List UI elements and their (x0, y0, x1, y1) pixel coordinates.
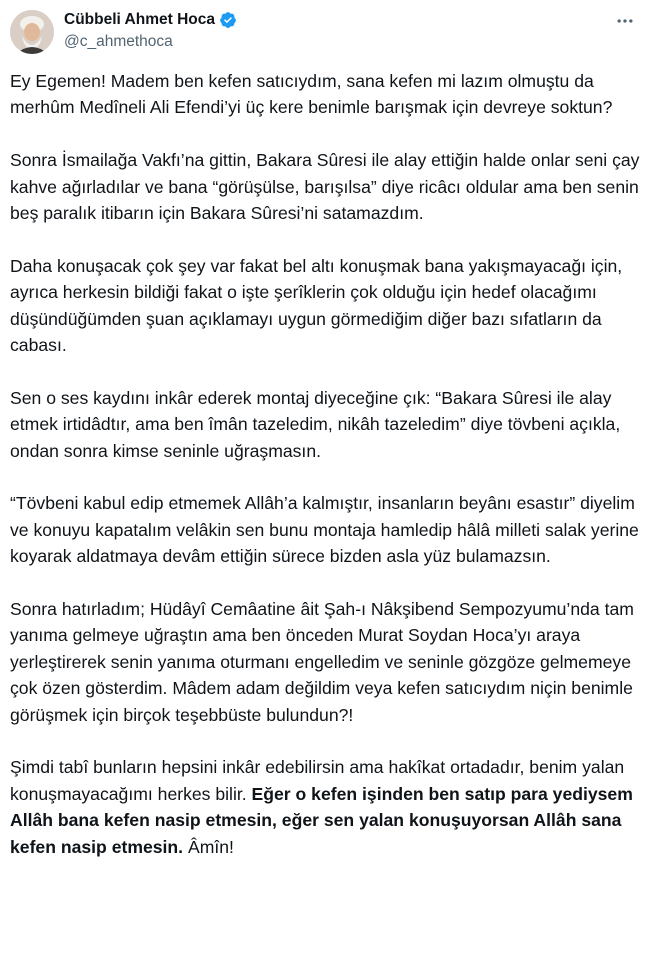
tweet-paragraph-5: “Tövbeni kabul edip etmemek Allâh’a kalmıştır, insanların beyânı esastır” diyelim ve konuyu kapatalım velâkin sen bunu montaja hamledip hâlâ milleti salak yerine koyarak aldatmaya devâm ettiğin sürece bizden asla yüz bulamazsın. (10, 493, 639, 567)
tweet-text (10, 68, 642, 860)
author-avatar[interactable] (10, 10, 54, 54)
more-options-icon (615, 11, 635, 31)
tweet-paragraph-2: Sonra İsmailağa Vakfı’na gittin, Bakara Sûresi ile alay ettiğin halde onlar seni çay kahve ağırladılar ve bana “görüşülse, barışılsa” diye ricâcı oldular ama ben senin beş paralık itibarın için Bakara Sûresi’ni satamazdım. (10, 150, 640, 224)
tweet-paragraph-7-regular: Şimdi tabî bunların hepsini inkâr edebilirsin ama hakîkat ortadadır, benim yalan konuşmayacağımı herkes bilir. (10, 757, 625, 804)
tweet-paragraph-1: Ey Egemen! Madem ben kefen satıcıydım, sana kefen mi lazım olmuştu da merhûm Medîneli Ali Efendi’yi üç kere benimle barışmak için devreye soktun? (10, 71, 613, 118)
tweet-paragraph-6: Sonra hatırladım; Hüdâyî Cemâatine âit Şah-ı Nâkşibend Sempozyumu’nda tam yanıma gelmeye uğraştın ama ben önceden Murat Soydan Hoca’yı araya yerleştirerek senin yanıma oturmanı engelledim ve seninle gözgöze gelmemeye çok özen gösterdim. Mâdem adam değildim veya kefen satıcıydım niçin benimle görüşmek için birçok teşebbüste bulundun?! (10, 599, 634, 725)
verified-badge-icon (219, 11, 237, 29)
display-name-row (64, 10, 237, 30)
tweet-paragraph-4: Sen o ses kaydını inkâr ederek montaj diyeceğine çık: “Bakara Sûresi ile alay etmek irtidâdtır, ama ben îmân tazeledim, nikâh tazeledim” diye tövbeni açıkla, ondan sonra kimse seninle uğraşmasın. (10, 387, 621, 461)
tweet-paragraph-3: Daha konuşacak çok şey var fakat bel altı konuşmak bana yakışmayacağı için, ayrıca herkesin bildiği fakat o işte şerîklerin çok olduğu için hedef olacağımı düşündüğümden şuan açıklamayı uygun görmediğim diğer bazı sıfatların da cabası. (10, 255, 623, 356)
tweet-paragraph-7 (10, 754, 642, 860)
author-names (64, 10, 237, 51)
tweet-header (10, 8, 640, 54)
tweet-paragraph-7-end: Âmîn! (183, 836, 234, 857)
author-handle[interactable]: @c_ahmethoca (64, 33, 173, 50)
author-display-name[interactable]: Cübbeli Ahmet Hoca (64, 11, 215, 28)
more-options-button[interactable] (612, 10, 638, 32)
tweet-paragraph-7-bold: Eğer o kefen işinden ben satıp para yediysem Allâh bana kefen nasip etmesin, eğer sen yalan konuşuyorsan Allâh sana kefen nasip etmesin. (10, 783, 633, 857)
avatar-photo-icon (10, 10, 54, 54)
